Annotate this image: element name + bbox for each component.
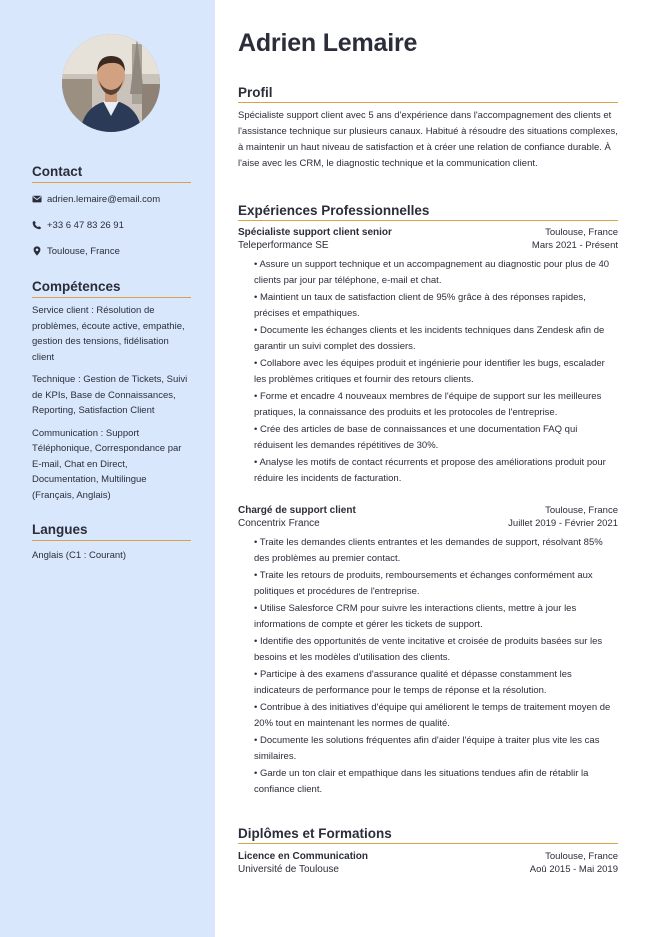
job-bullet: • Contribue à des initiatives d'équipe qui améliorent le temps de traitement moyen de 20% tout en maintenant les normes de qualité.	[254, 702, 611, 729]
experience-heading: Expériences Professionnelles	[238, 203, 618, 221]
job-bullet: • Forme et encadre 4 nouveaux membres de l'équipe de support sur les meilleures pratiques, la connaissance des produits et les protocoles de l'entreprise.	[254, 391, 602, 418]
skill-item: Service client : Résolution de problèmes, écoute active, empathie, gestion des tensions, fidélisation client	[32, 305, 185, 363]
job-company: Teleperformance SE	[238, 240, 329, 251]
contact-section	[32, 164, 191, 264]
education-dates: Aoû 2015 - Mai 2019	[529, 864, 618, 875]
job-bullets	[238, 257, 618, 486]
candidate-name: Adrien Lemaire	[238, 29, 418, 57]
job-bullet: • Documente les échanges clients et les incidents techniques dans Zendesk afin de garantir un suivi complet des dossiers.	[254, 325, 605, 352]
job-bullet: • Participe à des examens d'assurance qualité et dépasse constamment les indicateurs de performance pour le temps de réponse et la résolution.	[254, 669, 572, 696]
job-dates: Mars 2021 - Présent	[531, 240, 618, 251]
job-location: Toulouse, France	[545, 505, 618, 516]
job-bullet: • Collabore avec les équipes produit et ingénierie pour identifier les bugs, escalader les problèmes critiques et fournir des retours clients.	[254, 358, 605, 385]
job-bullet: • Crée des articles de base de connaissances et une documentation FAQ qui réduisent les demandes répétitives de 30%.	[254, 424, 578, 451]
contact-email[interactable]	[32, 186, 191, 212]
contact-location	[32, 238, 191, 264]
job-entry	[238, 227, 618, 488]
profile-photo	[62, 34, 160, 132]
profile-heading: Profil	[238, 85, 618, 103]
contact-phone[interactable]	[32, 212, 191, 238]
education-heading: Diplômes et Formations	[238, 826, 618, 844]
job-company: Concentrix France	[238, 518, 320, 529]
languages-heading: Langues	[32, 522, 191, 541]
job-bullet: • Assure un support technique et un accompagnement au diagnostic pour plus de 40 clients par jour par téléphone, e-mail et chat.	[254, 259, 610, 286]
skills-heading: Compétences	[32, 279, 191, 298]
mail-icon	[32, 194, 42, 204]
skills-section	[32, 279, 191, 503]
job-role: Spécialiste support client senior	[238, 227, 392, 238]
email-text: adrien.lemaire@email.com	[47, 193, 161, 205]
education-entry	[238, 851, 618, 875]
language-item: Anglais (C1 : Courant)	[32, 550, 126, 561]
education-school: Université de Toulouse	[238, 864, 339, 875]
phone-text: +33 6 47 83 26 91	[47, 219, 124, 231]
job-bullets	[238, 535, 618, 797]
skill-item: Technique : Gestion de Tickets, Suivi de KPIs, Base de Connaissances, Reporting, Satisfaction Client	[32, 374, 188, 416]
job-bullet: • Documente les solutions fréquentes afin d'aider l'équipe à traiter plus vite les cas similaires.	[254, 735, 600, 762]
job-entry	[238, 505, 618, 799]
job-bullet: • Identifie des opportunités de vente incitative et croisée de produits basées sur les besoins et les modèles d'utilisation des clients.	[254, 636, 603, 663]
contact-heading: Contact	[32, 164, 191, 183]
job-location: Toulouse, France	[545, 227, 618, 238]
profile-text: Spécialiste support client avec 5 ans d'expérience dans l'accompagnement des clients et l'assistance technique sur plusieurs canaux. Habitué à résoudre des situations complexes, à maintenir un haut niveau de satisfaction et à créer une relation de confiance durable. À l'aise avec les CRM, le diagnostic technique et la communication client.	[238, 110, 618, 169]
location-pin-icon	[32, 246, 42, 256]
phone-icon	[32, 220, 42, 230]
job-dates: Juillet 2019 - Février 2021	[508, 518, 618, 529]
skill-item: Communication : Support Téléphonique, Correspondance par E-mail, Chat en Direct, Documentation, Multilingue (Français, Anglais)	[32, 427, 182, 501]
job-bullet: • Utilise Salesforce CRM pour suivre les interactions clients, mettre à jour les informations de compte et gérer les tickets de support.	[254, 603, 577, 630]
job-bullet: • Traite les demandes clients entrantes et les demandes de support, résolvant 85% des problèmes au premier contact.	[254, 537, 603, 564]
job-bullet: • Analyse les motifs de contact récurrents et propose des améliorations produit pour réduire les incidents de facturation.	[254, 457, 606, 484]
job-role: Chargé de support client	[238, 505, 356, 516]
job-bullet: • Maintient un taux de satisfaction client de 95% grâce à des réponses rapides, précises et empathiques.	[254, 292, 586, 319]
location-text: Toulouse, France	[47, 245, 120, 257]
education-location: Toulouse, France	[545, 851, 618, 862]
job-bullet: • Traite les retours de produits, remboursements et échanges conformément aux politiques et procédures de l'entreprise.	[254, 570, 593, 597]
education-degree: Licence en Communication	[238, 851, 369, 862]
job-bullet: • Garde un ton clair et empathique dans les situations tendues afin de rétablir la confiance client.	[254, 768, 589, 795]
languages-section	[32, 522, 191, 563]
